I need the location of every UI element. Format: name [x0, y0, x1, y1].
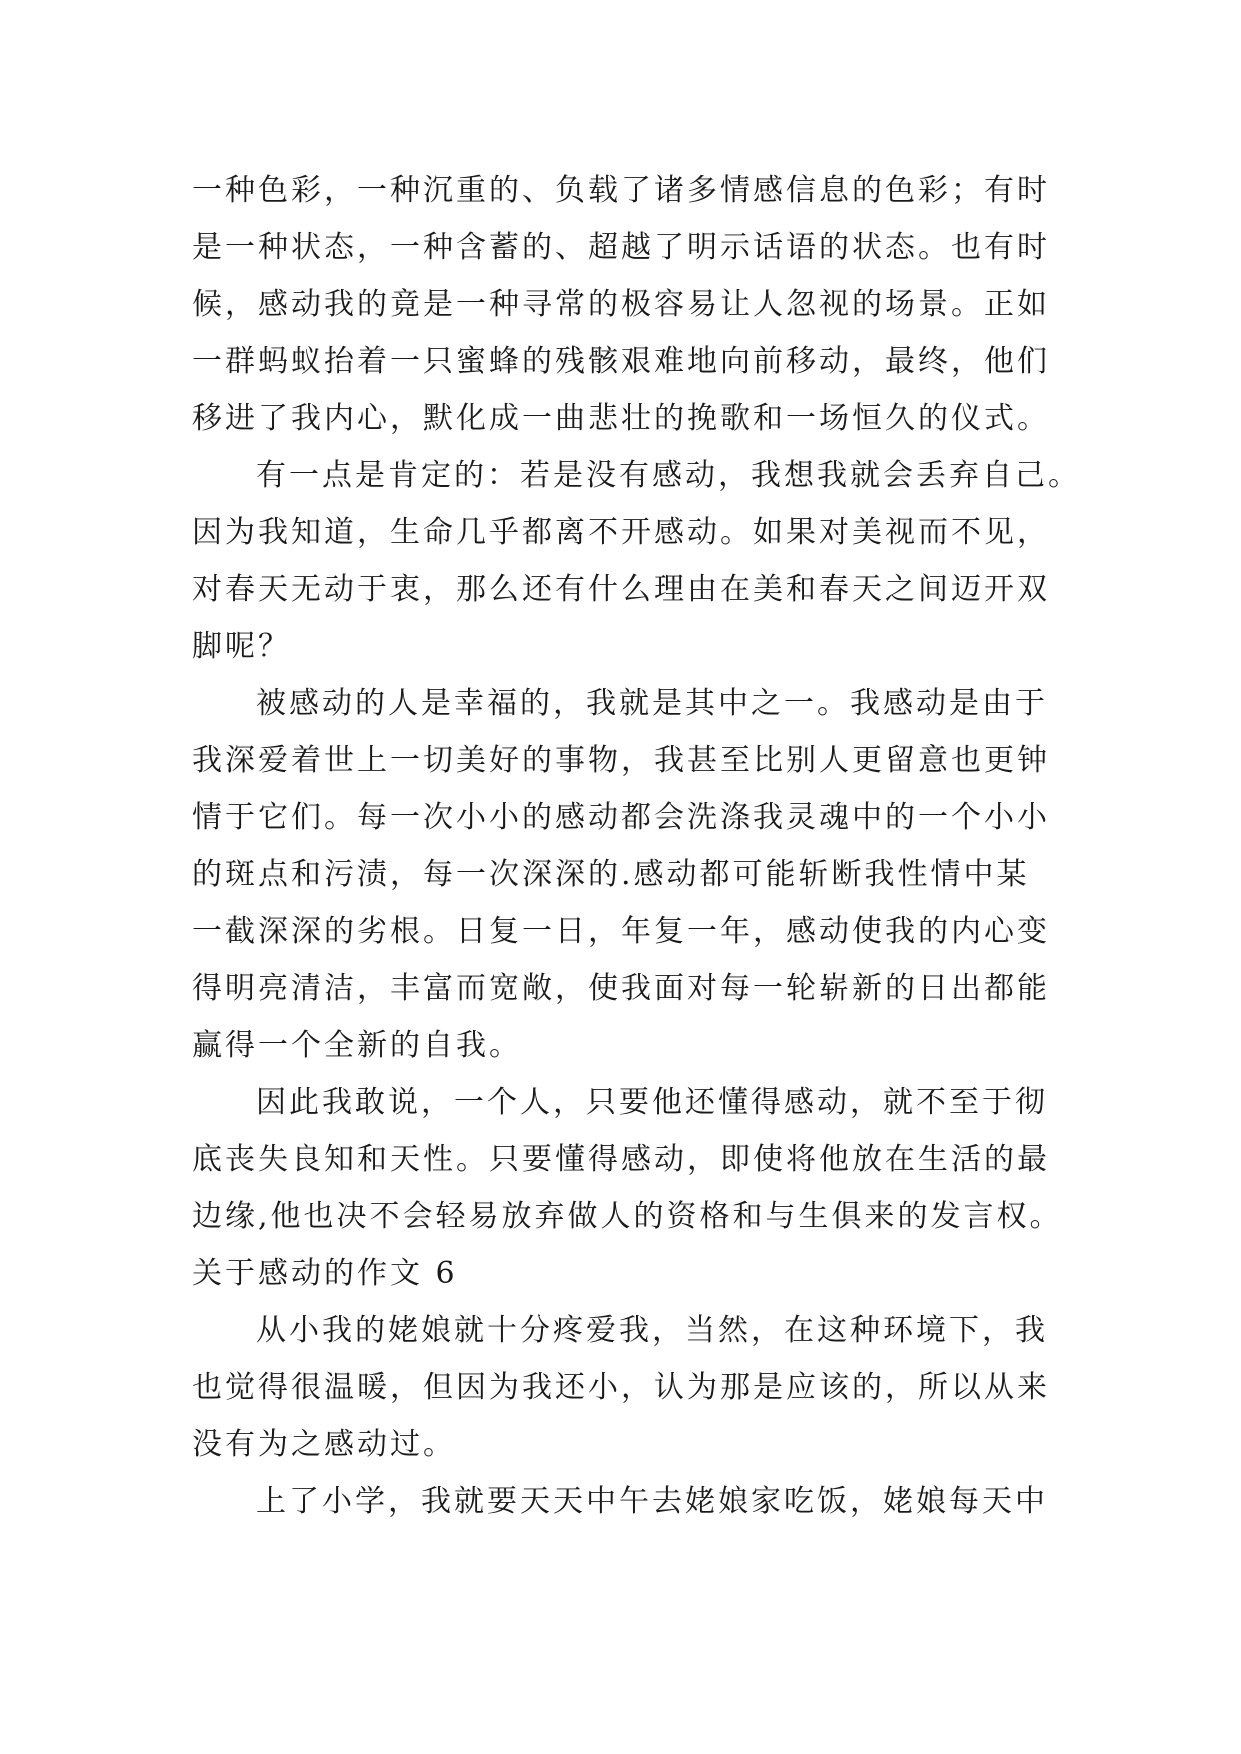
text-line: 情于它们。每一次小小的感动都会洗涤我灵魂中的一个小小 [192, 800, 1050, 835]
text-line: 一群蚂蚁抬着一只蜜蜂的残骸艰难地向前移动，最终，他们 [192, 344, 1050, 379]
text-line: 得明亮清洁，丰富而宽敞，使我面对每一轮崭新的日出都能 [192, 971, 1050, 1006]
text-line: 是一种状态，一种含蓄的、超越了明示话语的状态。也有时 [192, 230, 1050, 265]
text-line: 的斑点和污渍，每一次深深的.感动都可能斩断我性情中某 [192, 857, 1030, 892]
text-line: 一种色彩，一种沉重的、负载了诸多情感信息的色彩；有时 [192, 173, 1050, 208]
text-line: 赢得一个全新的自我。 [192, 1028, 522, 1063]
text-line: 我深爱着世上一切美好的事物，我甚至比别人更留意也更钟 [192, 743, 1050, 778]
text-line: 边缘,他也决不会轻易放弃做人的资格和与生俱来的发言权。 [192, 1199, 1063, 1234]
section-heading: 关于感动的作文 6 [192, 1256, 458, 1291]
text-line: 也觉得很温暖，但因为我还小，认为那是应该的，所以从来 [192, 1370, 1050, 1405]
document-body [192, 162, 1081, 1530]
paragraph-first-line: 被感动的人是幸福的，我就是其中之一。我感动是由于 [256, 686, 1048, 721]
paragraph-first-line: 有一点是肯定的：若是没有感动，我想我就会丢弃自己。 [256, 458, 1081, 493]
text-line: 底丧失良知和天性。只要懂得感动，即使将他放在生活的最 [192, 1142, 1050, 1177]
paragraph-first-line: 因此我敢说，一个人，只要他还懂得感动，就不至于彻 [256, 1085, 1048, 1120]
text-line: 因为我知道，生命几乎都离不开感动。如果对美视而不见， [192, 515, 1050, 550]
text-line: 没有为之感动过。 [192, 1427, 456, 1462]
paragraph-first-line: 上了小学，我就要天天中午去姥娘家吃饭，姥娘每天中 [256, 1484, 1048, 1519]
text-line: 脚呢？ [192, 629, 291, 664]
text-line: 候，感动我的竟是一种寻常的极容易让人忽视的场景。正如 [192, 287, 1050, 322]
text-line: 移进了我内心，默化成一曲悲壮的挽歌和一场恒久的仪式。 [192, 401, 1050, 436]
text-line: 一截深深的劣根。日复一日，年复一年，感动使我的内心变 [192, 914, 1050, 949]
paragraph-first-line: 从小我的姥娘就十分疼爱我，当然，在这种环境下，我 [256, 1313, 1048, 1348]
text-line: 对春天无动于衷，那么还有什么理由在美和春天之间迈开双 [192, 572, 1050, 607]
